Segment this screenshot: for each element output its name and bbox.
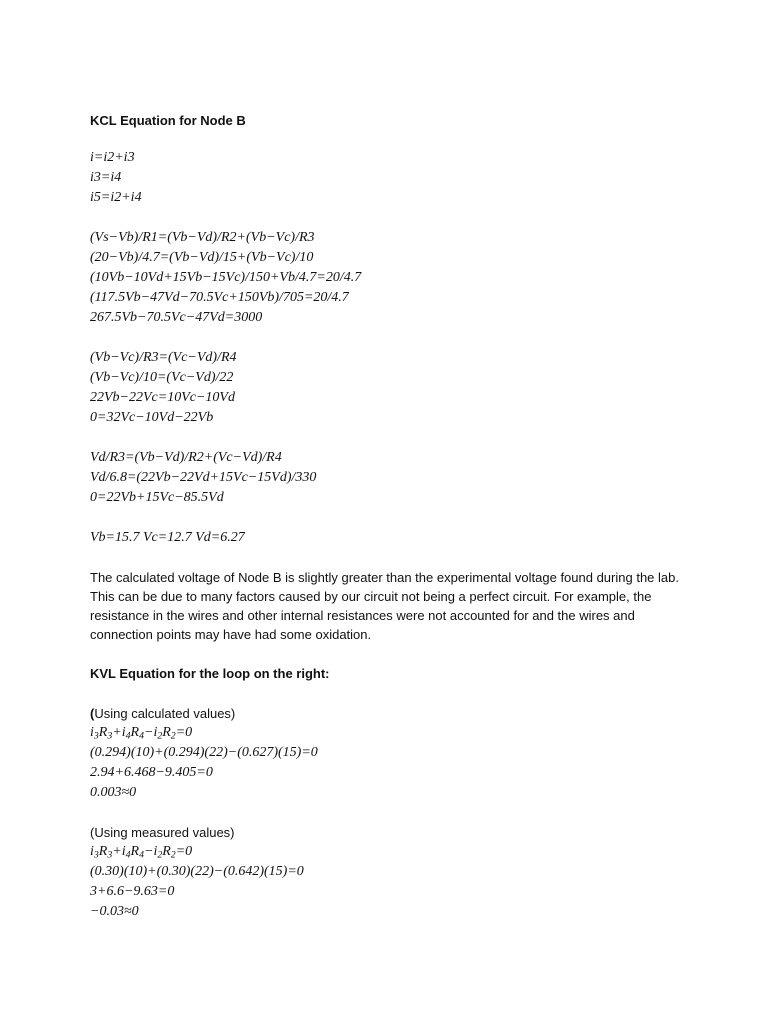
eq-i4: i [121,844,126,859]
calculated-values-note [90,704,680,723]
eq-i4-sub: 4 [125,730,131,742]
eq-r3: R [98,844,108,859]
eq-r2: R [162,844,171,859]
eq-r3-sub: 3 [107,849,113,861]
eq-r4: R [130,725,140,740]
equation-line: (0.294)(10)+(0.294)(22)−(0.627)(15)=0 [90,745,318,760]
loop-equation [90,723,680,743]
eq-i4: i [121,725,126,740]
equation-line: 22Vb−22Vc=10Vc−10Vd [90,390,235,405]
eq-i4-sub: 4 [125,849,131,861]
eq-r4-sub: 4 [139,730,144,742]
eq-i2: i [153,725,158,740]
eq-i3-sub: 3 [93,849,99,861]
eq-equals-zero: =0 [175,725,193,740]
equation-line: 267.5Vb−70.5Vc−47Vd=3000 [90,310,263,325]
equation-line: (20−Vb)/4.7=(Vb−Vd)/15+(Vb−Vc)/10 [90,250,314,265]
node-d-equations [90,448,680,508]
equation-line: (10Vb−10Vd+15Vb−15Vc)/150+Vb/4.7=20/4.7 [90,270,362,285]
eq-i3-sub: 3 [93,730,99,742]
equation-line: 2.94+6.468−9.405=0 [90,765,213,780]
eq-r2: R [162,725,171,740]
kcl-heading: KCL Equation for Node B [90,113,246,128]
eq-minus: − [143,725,154,740]
document-content [90,111,680,922]
node-b-equations [90,228,680,328]
equation-line: i5=i2+i4 [90,190,142,205]
equation-line: (Vb−Vc)/10=(Vc−Vd)/22 [90,370,234,385]
equation-line: 0=32Vc−10Vd−22Vb [90,410,214,425]
kvl-calculated-block [90,704,680,803]
eq-r4: R [130,844,140,859]
equation-line: (Vb−Vc)/R3=(Vc−Vd)/R4 [90,350,237,365]
equation-line: −0.03≈0 [90,904,139,919]
equation-line: i=i2+i3 [90,150,135,165]
eq-plus: + [112,725,122,740]
eq-r2-sub: 2 [170,730,176,742]
equation-line: 0=22Vb+15Vc−85.5Vd [90,490,224,505]
eq-r2-sub: 2 [170,849,176,861]
eq-r3: R [98,725,108,740]
node-voltage-results: Vb=15.7 Vc=12.7 Vd=6.27 [90,530,245,545]
loop-equation [90,842,680,862]
kcl-current-equations [90,148,680,208]
equation-line: (Vs−Vb)/R1=(Vb−Vd)/R2+(Vb−Vc)/R3 [90,230,315,245]
equation-line: (117.5Vb−47Vd−70.5Vc+150Vb)/705=20/4.7 [90,290,349,305]
equation-line: 0.003≈0 [90,785,137,800]
equation-line: Vd/R3=(Vb−Vd)/R2+(Vc−Vd)/R4 [90,450,282,465]
eq-i2: i [153,844,158,859]
measured-values-note: (Using measured values) [90,825,235,840]
equation-line: i3=i4 [90,170,122,185]
eq-r4-sub: 4 [139,849,144,861]
note-open-paren: ( [90,706,95,721]
kvl-measured-block [90,823,680,922]
eq-plus: + [112,844,122,859]
equation-line: (0.30)(10)+(0.30)(22)−(0.642)(15)=0 [90,864,304,879]
note-text: Using calculated values) [94,706,236,721]
equation-line: 3+6.6−9.63=0 [90,884,175,899]
eq-i3: i [90,725,94,740]
eq-equals-zero: =0 [175,844,193,859]
eq-i2-sub: 2 [157,730,163,742]
kvl-heading: KVL Equation for the loop on the right: [90,666,330,681]
equation-line: Vd/6.8=(22Vb−22Vd+15Vc−15Vd)/330 [90,470,317,485]
eq-i2-sub: 2 [157,849,163,861]
discussion-paragraph: The calculated voltage of Node B is slightly greater than the experimental voltage found during the lab. This can be due to many factors caused by our circuit not being a perfect circuit. For example, the resistance in the wires and other internal resistances were not accounted for and the wires and connection points may have had some oxidation. [90,570,679,642]
eq-i3: i [90,844,94,859]
eq-minus: − [143,844,154,859]
eq-r3-sub: 3 [107,730,113,742]
node-c-equations [90,348,680,428]
